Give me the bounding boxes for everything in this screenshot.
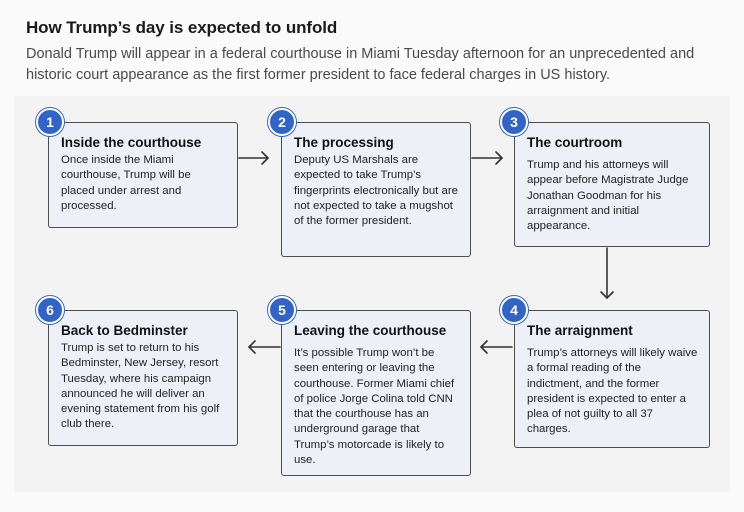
step-text: Trump and his attorneys will appear before Magistrate Judge Jonathan Goodman for his arraignment and initial appearance. [527, 159, 689, 233]
step-text: Deputy US Marshals are expected to take Trump’s fingerprints electronically but are not expected to take a mugshot of the former president. [294, 154, 458, 228]
step-card-4 [514, 310, 710, 448]
step-text: Trump’s attorneys will likely waive a formal reading of the indictment, and the former president is expected to enter a plea of not guilty to all 37 charges. [527, 347, 698, 436]
step-badge-5: 5 [268, 296, 296, 324]
arrow-2-to-3 [472, 152, 502, 164]
step-badge-3: 3 [500, 108, 528, 136]
step-title: Back to Bedminster [61, 323, 188, 338]
step-card-1 [48, 122, 238, 228]
step-card-2 [281, 122, 471, 257]
arrow-4-to-5 [481, 341, 512, 353]
step-title: Inside the courthouse [61, 135, 202, 150]
step-text: Trump is set to return to his Bedminster, New Jersey, resort Tuesday, where his campaign announced he will deliver an evening statement from his golf club there. [61, 342, 220, 431]
step-text: Once inside the Miami courthouse, Trump will be placed under arrest and processed. [61, 154, 191, 212]
arrow-3-to-4 [601, 248, 613, 298]
step-title: The courtroom [527, 135, 623, 150]
arrow-5-to-6 [249, 341, 280, 353]
step-badge-6: 6 [36, 296, 64, 324]
step-badge-2: 2 [268, 108, 296, 136]
step-text: It’s possible Trump won’t be seen entering or leaving the courthouse. Former Miami chief of police Jorge Colina told CNN that the courthouse has an underground garage that Trump’s motorcade is likely to use. [294, 347, 455, 466]
step-card-3 [514, 122, 710, 247]
step-badge-4: 4 [500, 296, 528, 324]
step-title: The processing [294, 135, 394, 150]
step-card-5 [281, 310, 471, 476]
step-title: The arraignment [527, 323, 633, 338]
step-badge-1: 1 [36, 108, 64, 136]
arrow-1-to-2 [239, 152, 268, 164]
step-title: Leaving the courthouse [294, 323, 447, 338]
page-title: How Trump’s day is expected to unfold [26, 18, 338, 37]
page-subtitle: Donald Trump will appear in a federal courthouse in Miami Tuesday afternoon for an unprecedented and historic court appearance as the first former president to face federal charges in US history. [26, 46, 695, 84]
step-card-6 [48, 310, 238, 446]
